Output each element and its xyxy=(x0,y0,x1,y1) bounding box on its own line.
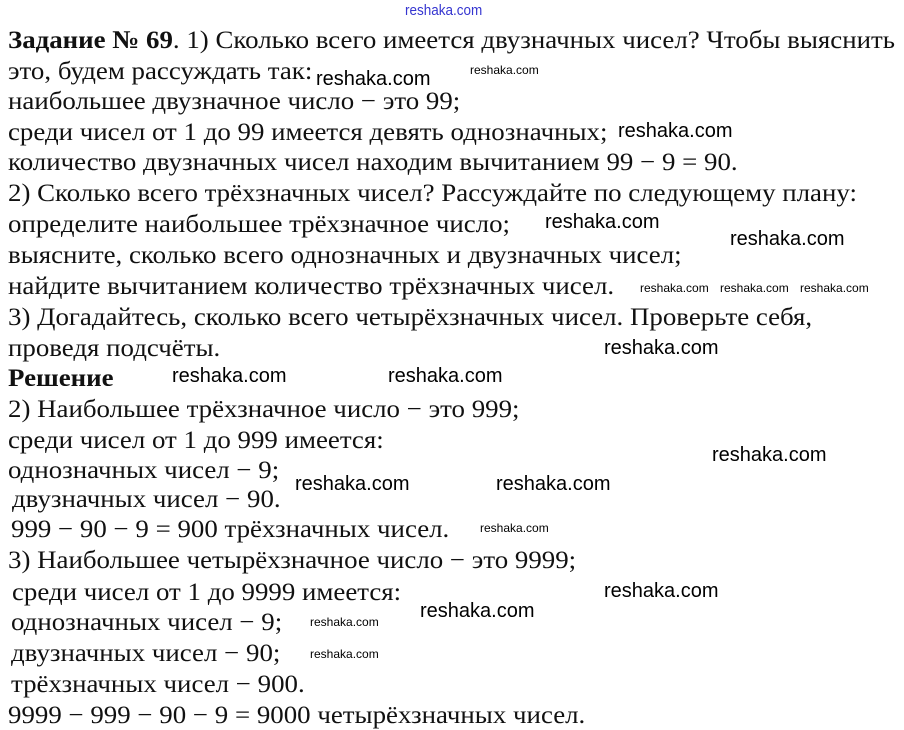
task-line: проведя подсчёты. xyxy=(8,333,221,362)
task-line-text: . 1) Сколько всего имеется двузначных чисел? Чтобы выяснить xyxy=(172,25,896,54)
watermark: reshaka.com xyxy=(388,365,503,387)
solution-heading xyxy=(8,363,114,393)
watermark-top: reshaka.com xyxy=(405,2,483,19)
task-line: 3) Догадайтесь, сколько всего четырёхзначных чисел. Проверьте себя, xyxy=(8,302,813,331)
solution-line: трёхзначных чисел − 900. xyxy=(11,669,305,698)
watermark: reshaka.com xyxy=(545,211,660,233)
watermark: reshaka.com xyxy=(604,337,719,359)
solution-line: 3) Наибольшее четырёхзначное число − это 9999; xyxy=(8,545,577,574)
watermark: reshaka.com xyxy=(310,647,379,661)
task-line: наибольшее двузначное число − это 99; xyxy=(8,86,461,115)
solution-line: однозначных чисел − 9; xyxy=(8,455,280,484)
task-line: 2) Сколько всего трёхзначных чисел? Рассуждайте по следующему плану: xyxy=(8,178,857,207)
solution-line: 9999 − 999 − 90 − 9 = 9000 четырёхзначных чисел. xyxy=(8,700,586,729)
task-number: Задание № 69 xyxy=(8,25,173,54)
task-line: определите наибольшее трёхзначное число; xyxy=(8,209,511,238)
solution-line: среди чисел от 1 до 999 имеется: xyxy=(8,425,384,454)
solution-line: среди чисел от 1 до 9999 имеется: xyxy=(12,577,402,606)
watermark: reshaka.com xyxy=(800,281,869,295)
watermark: reshaka.com xyxy=(712,444,827,466)
watermark: reshaka.com xyxy=(496,473,611,495)
task-line: количество двузначных чисел находим вычитанием 99 − 9 = 90. xyxy=(8,147,738,176)
solution-line: двузначных чисел − 90. xyxy=(12,484,281,513)
watermark: reshaka.com xyxy=(720,281,789,295)
watermark: reshaka.com xyxy=(480,521,549,535)
solution-line: 2) Наибольшее трёхзначное число − это 999; xyxy=(8,394,520,423)
task-line: найдите вычитанием количество трёхзначных чисел. xyxy=(8,271,615,300)
watermark: reshaka.com xyxy=(604,580,719,602)
watermark: reshaka.com xyxy=(420,600,535,622)
task-line-1 xyxy=(8,25,895,55)
watermark: reshaka.com xyxy=(618,120,733,142)
solution-label: Решение xyxy=(8,363,114,392)
watermark: reshaka.com xyxy=(295,473,410,495)
task-line: среди чисел от 1 до 99 имеется девять однозначных; xyxy=(8,117,608,146)
task-line: выясните, сколько всего однозначных и двузначных чисел; xyxy=(8,240,682,269)
watermark: reshaka.com xyxy=(310,615,379,629)
watermark: reshaka.com xyxy=(172,365,287,387)
watermark: reshaka.com xyxy=(470,63,539,77)
solution-line: двузначных чисел − 90; xyxy=(11,638,281,667)
watermark: reshaka.com xyxy=(640,281,709,295)
watermark: reshaka.com xyxy=(316,68,431,90)
solution-line: однозначных чисел − 9; xyxy=(11,607,283,636)
solution-line: 999 − 90 − 9 = 900 трёхзначных чисел. xyxy=(11,514,450,543)
watermark: reshaka.com xyxy=(730,228,845,250)
task-line: это, будем рассуждать так: xyxy=(8,56,313,85)
